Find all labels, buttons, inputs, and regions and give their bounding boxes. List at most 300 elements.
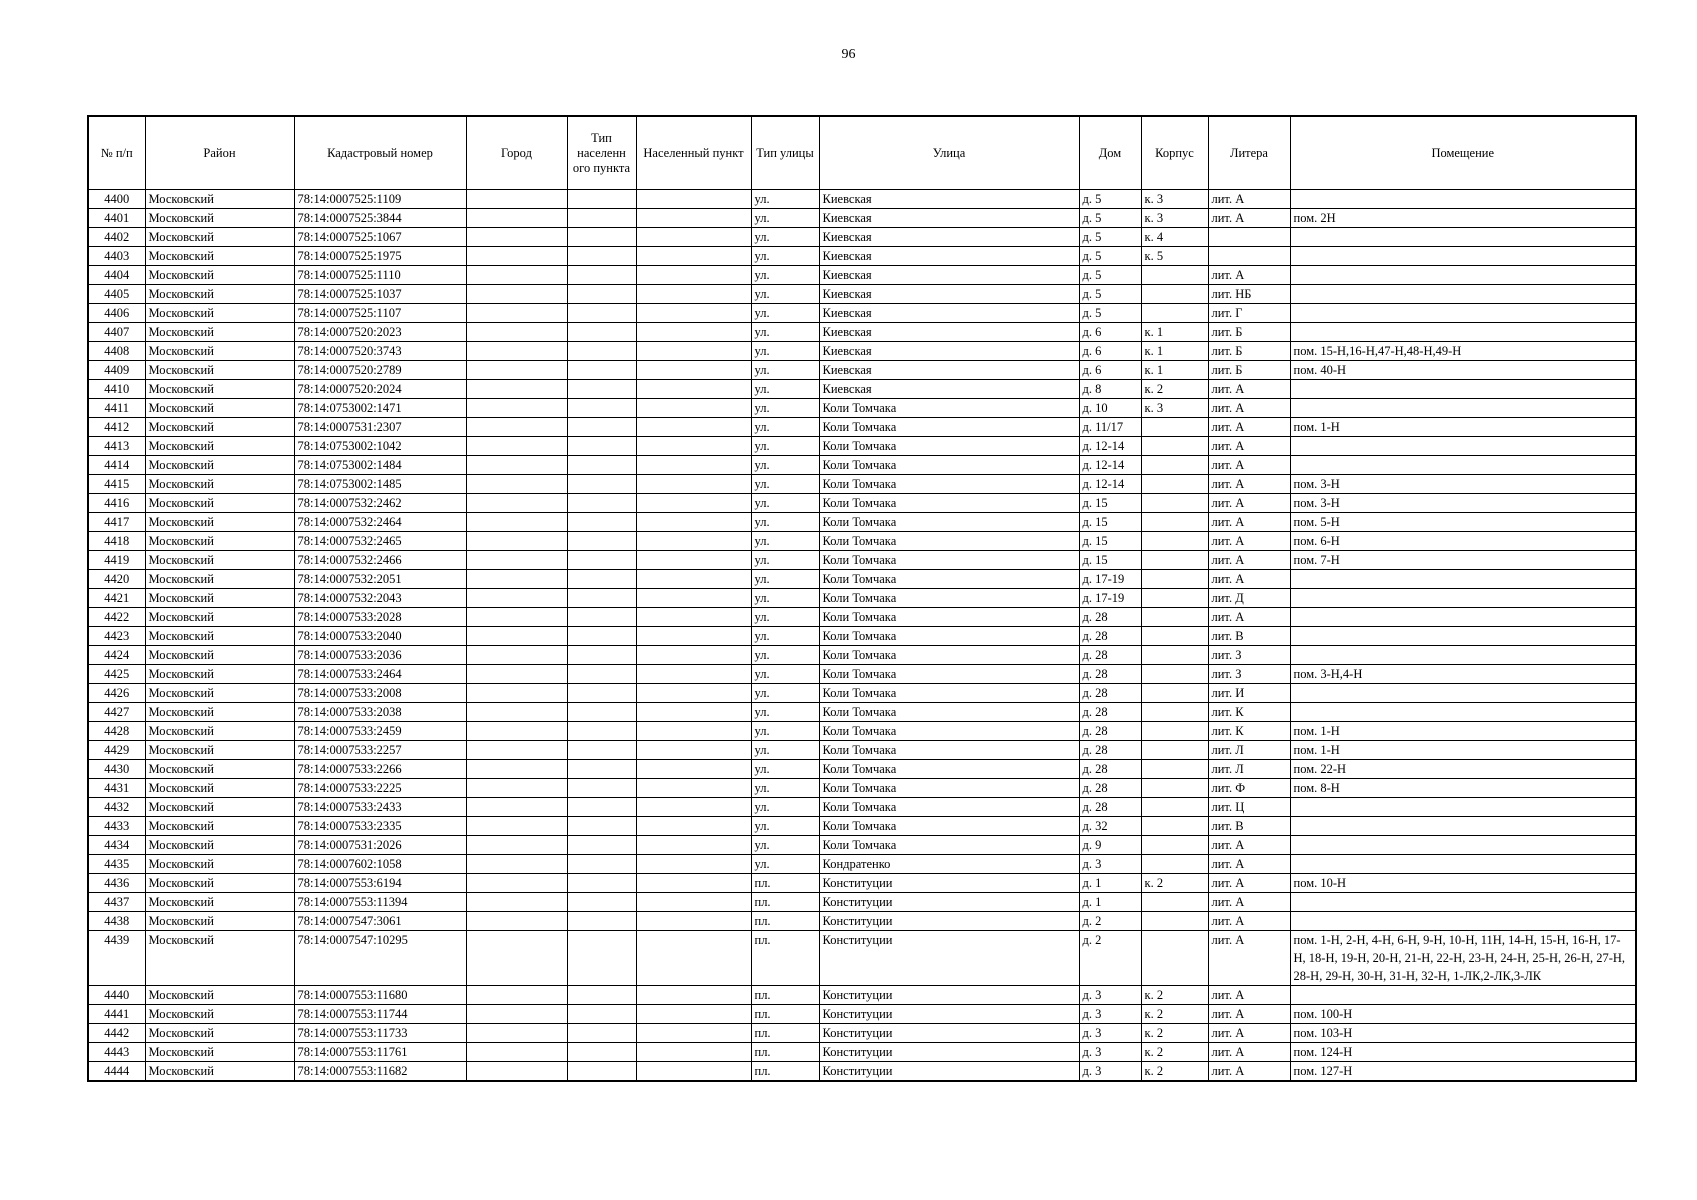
table-cell: Московский: [145, 247, 294, 266]
table-cell: ул.: [751, 285, 819, 304]
table-cell: к. 3: [1141, 209, 1208, 228]
table-cell: д. 15: [1079, 551, 1141, 570]
table-cell: 4440: [88, 986, 145, 1005]
table-cell: 78:14:0007553:11680: [294, 986, 466, 1005]
table-cell: [1290, 285, 1636, 304]
table-cell: д. 15: [1079, 513, 1141, 532]
table-cell: пом. 3-Н: [1290, 475, 1636, 494]
table-row: [88, 570, 1636, 589]
table-cell: Коли Томчака: [819, 532, 1079, 551]
table-cell: [636, 931, 751, 986]
table-cell: лит. НБ: [1208, 285, 1290, 304]
table-cell: [636, 589, 751, 608]
table-cell: Киевская: [819, 380, 1079, 399]
table-cell: 78:14:0007520:3743: [294, 342, 466, 361]
table-cell: [1141, 475, 1208, 494]
table-body: [88, 190, 1636, 1082]
table-cell: [466, 1062, 567, 1082]
table-cell: [1290, 627, 1636, 646]
table-cell: [1290, 323, 1636, 342]
table-row: [88, 874, 1636, 893]
table-cell: [1290, 570, 1636, 589]
table-cell: ул.: [751, 361, 819, 380]
table-cell: [567, 703, 636, 722]
table-cell: Коли Томчака: [819, 418, 1079, 437]
table-cell: [567, 399, 636, 418]
table-cell: [466, 703, 567, 722]
header-row: [88, 116, 1636, 190]
table-cell: [1290, 456, 1636, 475]
table-row: [88, 513, 1636, 532]
table-cell: Киевская: [819, 285, 1079, 304]
table-cell: ул.: [751, 836, 819, 855]
table-cell: [636, 266, 751, 285]
table-cell: ул.: [751, 608, 819, 627]
table-cell: 78:14:0007533:2225: [294, 779, 466, 798]
table-cell: 4403: [88, 247, 145, 266]
table-cell: [1141, 760, 1208, 779]
table-cell: [466, 855, 567, 874]
table-cell: [636, 703, 751, 722]
table-cell: [466, 342, 567, 361]
table-cell: Киевская: [819, 304, 1079, 323]
table-row: [88, 608, 1636, 627]
table-cell: [636, 304, 751, 323]
table-cell: пом. 40-Н: [1290, 361, 1636, 380]
table-cell: Киевская: [819, 247, 1079, 266]
table-cell: Коли Томчака: [819, 608, 1079, 627]
table-cell: лит. А: [1208, 551, 1290, 570]
table-cell: 4424: [88, 646, 145, 665]
table-cell: [466, 760, 567, 779]
table-cell: ул.: [751, 741, 819, 760]
table-cell: д. 15: [1079, 494, 1141, 513]
table-cell: 78:14:0007533:2459: [294, 722, 466, 741]
table-cell: [1290, 855, 1636, 874]
column-header: Район: [145, 116, 294, 190]
table-row: [88, 323, 1636, 342]
table-row: [88, 361, 1636, 380]
table-cell: ул.: [751, 247, 819, 266]
table-cell: 78:14:0007533:2008: [294, 684, 466, 703]
table-cell: [1141, 817, 1208, 836]
table-cell: Коли Томчака: [819, 494, 1079, 513]
table-cell: д. 28: [1079, 608, 1141, 627]
table-cell: 4430: [88, 760, 145, 779]
table-cell: д. 12-14: [1079, 456, 1141, 475]
table-cell: лит. А: [1208, 855, 1290, 874]
table-row: [88, 1024, 1636, 1043]
table-row: [88, 1043, 1636, 1062]
table-cell: [567, 323, 636, 342]
table-cell: [1141, 722, 1208, 741]
table-cell: д. 3: [1079, 1005, 1141, 1024]
table-cell: пом. 8-Н: [1290, 779, 1636, 798]
table-cell: 78:14:0007533:2028: [294, 608, 466, 627]
table-row: [88, 779, 1636, 798]
table-cell: Московский: [145, 1043, 294, 1062]
table-cell: лит. А: [1208, 986, 1290, 1005]
table-cell: лит. А: [1208, 1043, 1290, 1062]
table-cell: д. 28: [1079, 684, 1141, 703]
table-cell: к. 2: [1141, 1062, 1208, 1082]
table-cell: д. 3: [1079, 986, 1141, 1005]
table-cell: пом. 1-Н: [1290, 741, 1636, 760]
column-header: Помещение: [1290, 116, 1636, 190]
table-cell: [466, 817, 567, 836]
table-cell: 78:14:0007533:2257: [294, 741, 466, 760]
table-cell: ул.: [751, 380, 819, 399]
table-row: [88, 855, 1636, 874]
table-cell: [636, 986, 751, 1005]
table-cell: [636, 722, 751, 741]
table-cell: [1141, 494, 1208, 513]
table-cell: [636, 285, 751, 304]
table-cell: лит. А: [1208, 1024, 1290, 1043]
table-cell: лит. А: [1208, 893, 1290, 912]
table-row: [88, 722, 1636, 741]
table-cell: 4408: [88, 342, 145, 361]
table-cell: Московский: [145, 361, 294, 380]
table-cell: [567, 665, 636, 684]
table-cell: [1141, 570, 1208, 589]
table-cell: лит. А: [1208, 266, 1290, 285]
table-cell: ул.: [751, 760, 819, 779]
table-cell: [1141, 779, 1208, 798]
table-cell: [1141, 703, 1208, 722]
table-cell: 78:14:0007525:3844: [294, 209, 466, 228]
table-cell: [466, 741, 567, 760]
table-row: [88, 760, 1636, 779]
table-cell: 4436: [88, 874, 145, 893]
table-cell: 4400: [88, 190, 145, 209]
table-cell: ул.: [751, 855, 819, 874]
table-cell: 4422: [88, 608, 145, 627]
table-cell: д. 2: [1079, 912, 1141, 931]
table-cell: ул.: [751, 418, 819, 437]
table-cell: [1141, 627, 1208, 646]
table-cell: [636, 209, 751, 228]
table-cell: 4414: [88, 456, 145, 475]
table-cell: [567, 437, 636, 456]
table-cell: к. 2: [1141, 1043, 1208, 1062]
table-cell: [636, 361, 751, 380]
table-cell: Коли Томчака: [819, 684, 1079, 703]
table-cell: [1290, 437, 1636, 456]
table-cell: ул.: [751, 779, 819, 798]
table-cell: Московский: [145, 494, 294, 513]
table-cell: [1290, 190, 1636, 209]
table-cell: [1141, 893, 1208, 912]
table-cell: Московский: [145, 627, 294, 646]
table-cell: ул.: [751, 266, 819, 285]
table-cell: [567, 986, 636, 1005]
table-row: [88, 986, 1636, 1005]
table-cell: Московский: [145, 456, 294, 475]
table-cell: лит. А: [1208, 456, 1290, 475]
table-cell: [567, 418, 636, 437]
table-cell: [466, 589, 567, 608]
table-row: [88, 741, 1636, 760]
table-cell: 4434: [88, 836, 145, 855]
table-cell: д. 5: [1079, 247, 1141, 266]
table-cell: пл.: [751, 1043, 819, 1062]
table-cell: лит. Г: [1208, 304, 1290, 323]
table-cell: 78:14:0007531:2026: [294, 836, 466, 855]
table-row: [88, 247, 1636, 266]
table-row: [88, 342, 1636, 361]
table-cell: 78:14:0007553:11761: [294, 1043, 466, 1062]
table-cell: Московский: [145, 380, 294, 399]
table-row: [88, 266, 1636, 285]
table-cell: Коли Томчака: [819, 817, 1079, 836]
table-cell: д. 28: [1079, 703, 1141, 722]
table-cell: Коли Томчака: [819, 589, 1079, 608]
table-cell: д. 28: [1079, 627, 1141, 646]
table-cell: ул.: [751, 551, 819, 570]
table-cell: Коли Томчака: [819, 741, 1079, 760]
table-cell: д. 3: [1079, 1024, 1141, 1043]
table-row: [88, 190, 1636, 209]
table-cell: [466, 1043, 567, 1062]
table-cell: [567, 475, 636, 494]
table-cell: Московский: [145, 798, 294, 817]
table-cell: Коли Томчака: [819, 437, 1079, 456]
table-cell: д. 5: [1079, 304, 1141, 323]
table-cell: Московский: [145, 986, 294, 1005]
table-cell: д. 6: [1079, 342, 1141, 361]
table-cell: ул.: [751, 570, 819, 589]
table-cell: Московский: [145, 836, 294, 855]
table-cell: [466, 1005, 567, 1024]
table-cell: [567, 608, 636, 627]
table-cell: ул.: [751, 228, 819, 247]
table-cell: [1141, 855, 1208, 874]
table-cell: [1290, 589, 1636, 608]
table-cell: Московский: [145, 285, 294, 304]
table-cell: [567, 361, 636, 380]
table-cell: [466, 266, 567, 285]
table-cell: [1290, 703, 1636, 722]
table-cell: Московский: [145, 1005, 294, 1024]
table-cell: [636, 190, 751, 209]
table-cell: [636, 874, 751, 893]
table-cell: Киевская: [819, 190, 1079, 209]
table-cell: [636, 247, 751, 266]
table-cell: 4432: [88, 798, 145, 817]
table-cell: 4428: [88, 722, 145, 741]
table-cell: [1141, 798, 1208, 817]
table-row: [88, 893, 1636, 912]
table-cell: [466, 437, 567, 456]
table-cell: [567, 931, 636, 986]
table-cell: [567, 570, 636, 589]
table-cell: [636, 1043, 751, 1062]
table-cell: [567, 190, 636, 209]
table-cell: Московский: [145, 874, 294, 893]
table-cell: лит. Д: [1208, 589, 1290, 608]
table-cell: ул.: [751, 475, 819, 494]
table-cell: лит. Ц: [1208, 798, 1290, 817]
table-cell: 78:14:0007532:2462: [294, 494, 466, 513]
column-header: Город: [466, 116, 567, 190]
table-row: [88, 646, 1636, 665]
table-row: [88, 1062, 1636, 1082]
table-cell: 4406: [88, 304, 145, 323]
table-cell: [636, 836, 751, 855]
table-cell: 4421: [88, 589, 145, 608]
table-cell: [466, 1024, 567, 1043]
table-cell: 4407: [88, 323, 145, 342]
table-cell: Московский: [145, 912, 294, 931]
table-cell: лит. А: [1208, 380, 1290, 399]
table-cell: ул.: [751, 817, 819, 836]
table-row: [88, 589, 1636, 608]
table-cell: [567, 646, 636, 665]
table-cell: Московский: [145, 893, 294, 912]
table-cell: [466, 665, 567, 684]
table-cell: ул.: [751, 456, 819, 475]
table-cell: Конституции: [819, 986, 1079, 1005]
table-cell: [567, 836, 636, 855]
table-cell: 4431: [88, 779, 145, 798]
table-cell: 4415: [88, 475, 145, 494]
table-cell: к. 2: [1141, 1024, 1208, 1043]
table-cell: [567, 1024, 636, 1043]
table-cell: [466, 722, 567, 741]
table-cell: [466, 190, 567, 209]
table-cell: [567, 247, 636, 266]
table-cell: д. 15: [1079, 532, 1141, 551]
table-cell: 4419: [88, 551, 145, 570]
table-cell: Конституции: [819, 912, 1079, 931]
table-cell: 78:14:0007533:2036: [294, 646, 466, 665]
table-cell: [466, 684, 567, 703]
table-cell: лит. З: [1208, 646, 1290, 665]
table-cell: лит. А: [1208, 1005, 1290, 1024]
table-cell: 78:14:0007553:11744: [294, 1005, 466, 1024]
table-cell: к. 1: [1141, 323, 1208, 342]
table-cell: [466, 836, 567, 855]
table-row: [88, 418, 1636, 437]
table-cell: Коли Томчака: [819, 760, 1079, 779]
table-cell: [466, 532, 567, 551]
column-header: Литера: [1208, 116, 1290, 190]
table-cell: [636, 627, 751, 646]
table-cell: пом. 3-Н: [1290, 494, 1636, 513]
table-cell: [567, 760, 636, 779]
table-cell: [1290, 266, 1636, 285]
table-cell: ул.: [751, 722, 819, 741]
table-cell: [636, 912, 751, 931]
table-cell: [567, 228, 636, 247]
table-cell: [1290, 380, 1636, 399]
table-cell: Конституции: [819, 893, 1079, 912]
table-cell: [1141, 456, 1208, 475]
column-header: Корпус: [1141, 116, 1208, 190]
table-row: [88, 437, 1636, 456]
column-header: № п/п: [88, 116, 145, 190]
table-cell: ул.: [751, 513, 819, 532]
table-cell: Московский: [145, 684, 294, 703]
table-cell: лит. А: [1208, 418, 1290, 437]
table-cell: [1290, 986, 1636, 1005]
table-cell: Московский: [145, 399, 294, 418]
table-cell: пом. 22-Н: [1290, 760, 1636, 779]
table-cell: [636, 418, 751, 437]
table-cell: к. 3: [1141, 399, 1208, 418]
table-cell: Киевская: [819, 342, 1079, 361]
table-row: [88, 228, 1636, 247]
table-cell: [636, 646, 751, 665]
table-cell: д. 5: [1079, 285, 1141, 304]
table-cell: 4426: [88, 684, 145, 703]
table-cell: [466, 475, 567, 494]
table-cell: Конституции: [819, 1062, 1079, 1082]
table-cell: 78:14:0007531:2307: [294, 418, 466, 437]
table-cell: [466, 361, 567, 380]
table-cell: [636, 380, 751, 399]
table-cell: [567, 1043, 636, 1062]
table-cell: 4429: [88, 741, 145, 760]
table-cell: Московский: [145, 342, 294, 361]
table-cell: 4425: [88, 665, 145, 684]
table-cell: 78:14:0007525:1110: [294, 266, 466, 285]
table-cell: 78:14:0007553:6194: [294, 874, 466, 893]
table-row: [88, 931, 1636, 986]
table-cell: к. 2: [1141, 874, 1208, 893]
table-cell: пом. 3-Н,4-Н: [1290, 665, 1636, 684]
table-cell: 4412: [88, 418, 145, 437]
table-cell: Конституции: [819, 1024, 1079, 1043]
table-cell: лит. А: [1208, 475, 1290, 494]
table-cell: [636, 228, 751, 247]
table-cell: Киевская: [819, 266, 1079, 285]
table-cell: к. 2: [1141, 1005, 1208, 1024]
table-cell: ул.: [751, 190, 819, 209]
table-cell: 78:14:0753002:1485: [294, 475, 466, 494]
table-cell: пл.: [751, 1062, 819, 1082]
table-cell: 78:14:0007525:1975: [294, 247, 466, 266]
table-cell: лит. К: [1208, 703, 1290, 722]
column-header: Дом: [1079, 116, 1141, 190]
table-cell: [636, 798, 751, 817]
table-cell: Московский: [145, 418, 294, 437]
table-cell: [567, 874, 636, 893]
table-cell: [466, 304, 567, 323]
table-cell: лит. В: [1208, 627, 1290, 646]
table-cell: [636, 570, 751, 589]
table-cell: 4441: [88, 1005, 145, 1024]
table-cell: Коли Томчака: [819, 798, 1079, 817]
table-cell: [1208, 228, 1290, 247]
table-cell: Киевская: [819, 209, 1079, 228]
table-cell: [567, 266, 636, 285]
table-cell: д. 6: [1079, 361, 1141, 380]
table-cell: 78:14:0007532:2464: [294, 513, 466, 532]
table-cell: 78:14:0007553:11394: [294, 893, 466, 912]
table-cell: 4423: [88, 627, 145, 646]
table-cell: [466, 247, 567, 266]
table-cell: [567, 551, 636, 570]
table-cell: [567, 494, 636, 513]
table-cell: ул.: [751, 304, 819, 323]
table-cell: [567, 722, 636, 741]
table-cell: [567, 627, 636, 646]
page-number: 96: [841, 47, 856, 62]
table-cell: Коли Томчака: [819, 703, 1079, 722]
table-cell: пом. 127-Н: [1290, 1062, 1636, 1082]
